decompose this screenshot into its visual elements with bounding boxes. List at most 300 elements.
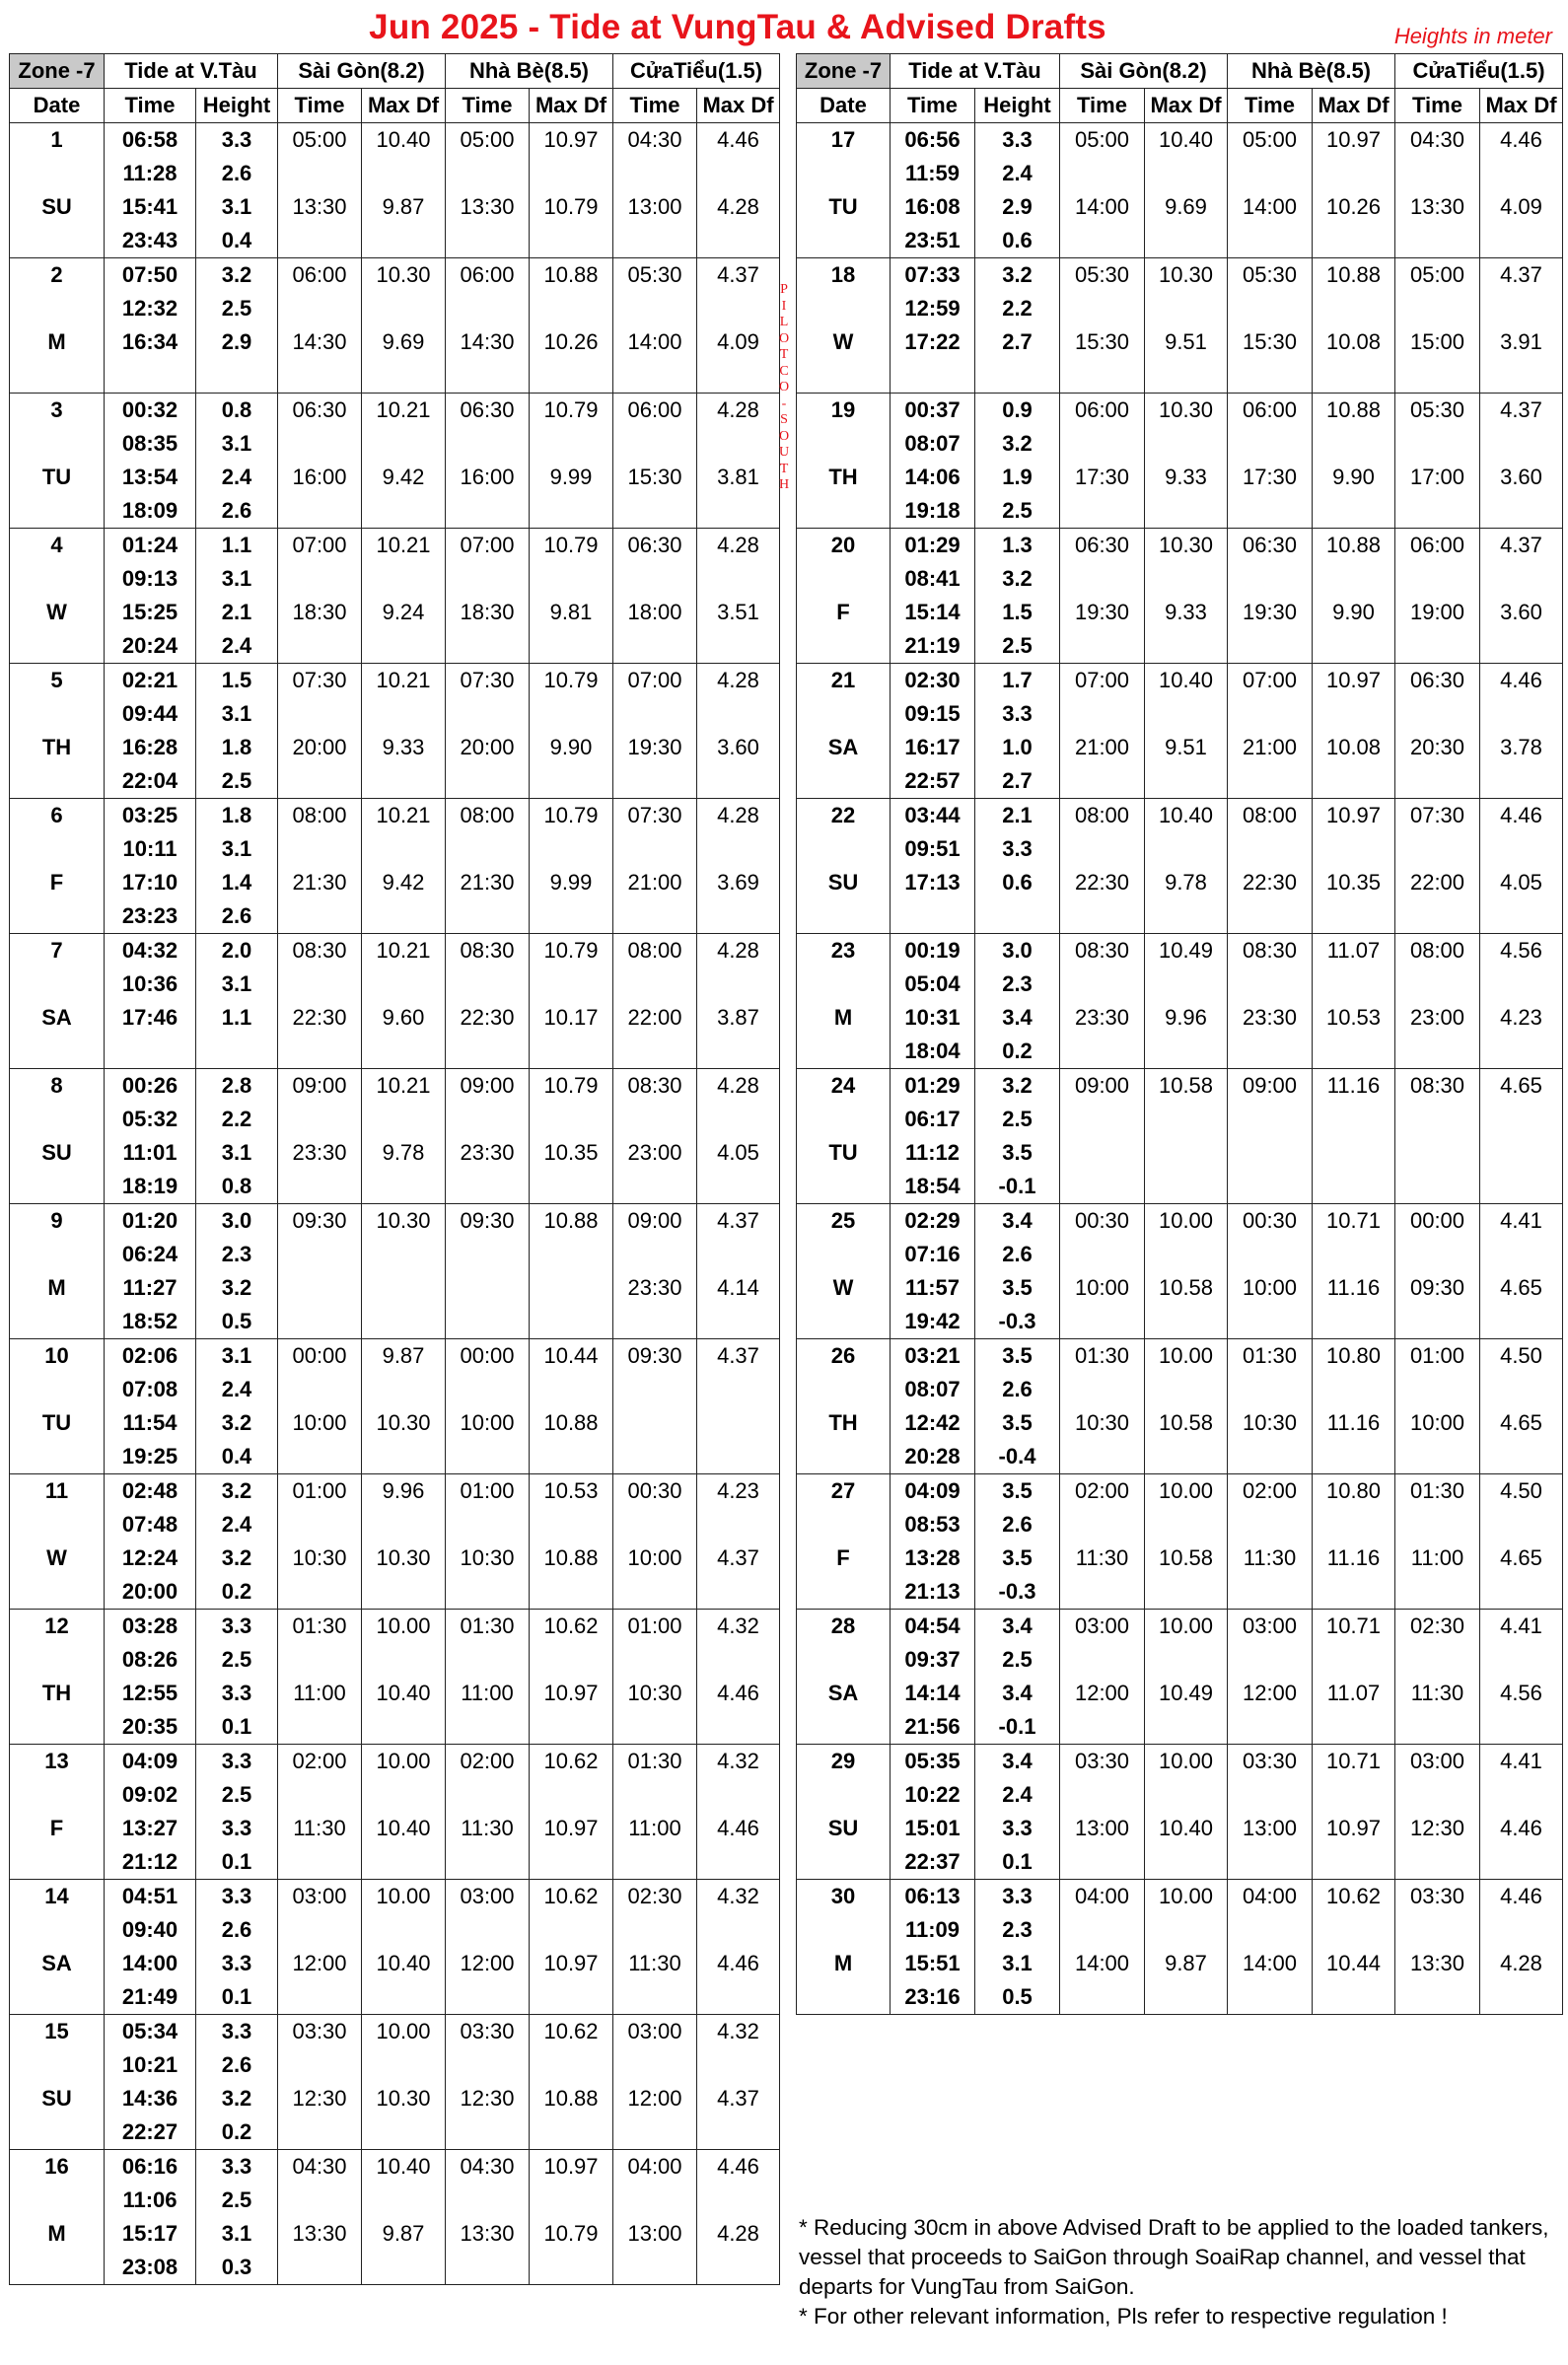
- saigon-time-cell: 11:00: [278, 1677, 362, 1710]
- nhabe-max-draft-cell: [1313, 899, 1395, 934]
- tide-height-cell: 3.3: [975, 1880, 1060, 1914]
- tide-height-cell: 3.2: [196, 1474, 278, 1509]
- saigon-time-cell: [278, 1305, 362, 1339]
- cuatieu-time-cell: [1395, 968, 1480, 1001]
- table-row: [797, 1710, 1563, 1745]
- tide-time-cell: 11:57: [891, 1271, 975, 1305]
- saigon-max-draft-cell: [1145, 1305, 1228, 1339]
- table-row: [797, 1845, 1563, 1880]
- tide-height-cell: 2.5: [975, 629, 1060, 664]
- date-cell: 14: [10, 1880, 105, 1914]
- table-row: [10, 1778, 780, 1812]
- nhabe-max-draft-cell: 10.62: [530, 1610, 613, 1644]
- nhabe-max-draft-cell: [1313, 1440, 1395, 1474]
- saigon-max-draft-cell: [1145, 1136, 1228, 1170]
- cuatieu-time-cell: [613, 1710, 697, 1745]
- tide-time-cell: 09:15: [891, 697, 975, 731]
- vertical-letter: S: [780, 412, 788, 427]
- nhabe-time-cell: [1228, 1440, 1313, 1474]
- saigon-time-cell: [278, 764, 362, 799]
- nhabe-max-draft-cell: [530, 899, 613, 934]
- table-row: [10, 934, 780, 968]
- date-cell: [797, 1238, 891, 1271]
- cuatieu-time-cell: 23:00: [613, 1136, 697, 1170]
- nhabe-max-draft-cell: [530, 629, 613, 664]
- nhabe-max-draft-cell: [1313, 1136, 1395, 1170]
- tide-time-cell: 15:51: [891, 1947, 975, 1980]
- saigon-max-draft-cell: [362, 1103, 446, 1136]
- time-header: Time: [446, 89, 530, 123]
- cuatieu-max-draft-cell: 4.32: [697, 1745, 780, 1779]
- nhabe-time-cell: [446, 1305, 530, 1339]
- tide-height-cell: 3.3: [975, 697, 1060, 731]
- cuatieu-max-draft-cell: [1480, 968, 1563, 1001]
- tide-time-cell: 23:23: [105, 899, 196, 934]
- cuatieu-max-draft-cell: 3.78: [1480, 731, 1563, 764]
- nhabe-max-draft-cell: [530, 427, 613, 461]
- cuatieu-max-draft-cell: 3.81: [697, 461, 780, 494]
- date-cell: [10, 292, 105, 325]
- nhabe-max-draft-cell: 10.97: [530, 2150, 613, 2185]
- tide-time-cell: 05:04: [891, 968, 975, 1001]
- nhabe-max-draft-cell: 10.62: [530, 1745, 613, 1779]
- table-row: [10, 2184, 780, 2217]
- tide-time-cell: 10:22: [891, 1778, 975, 1812]
- saigon-max-draft-cell: [362, 697, 446, 731]
- nhabe-max-draft-cell: [1313, 224, 1395, 258]
- saigon-max-draft-cell: 10.00: [362, 1880, 446, 1914]
- date-cell: [10, 2048, 105, 2082]
- tide-time-cell: 01:29: [891, 529, 975, 563]
- cuatieu-time-cell: 13:00: [613, 190, 697, 224]
- saigon-time-cell: [278, 494, 362, 529]
- table-row: [10, 832, 780, 866]
- tide-height-cell: 2.7: [975, 325, 1060, 359]
- vertical-letter: O: [778, 330, 790, 346]
- nhabe-max-draft-cell: [1313, 1508, 1395, 1541]
- tide-time-cell: 20:35: [105, 1710, 196, 1745]
- cuatieu-time-cell: 07:30: [613, 799, 697, 833]
- date-cell: [797, 832, 891, 866]
- nhabe-time-cell: 01:30: [446, 1610, 530, 1644]
- cuatieu-max-draft-cell: 4.28: [697, 529, 780, 563]
- tide-time-cell: 09:40: [105, 1913, 196, 1947]
- cuatieu-time-cell: [1395, 764, 1480, 799]
- nhabe-time-cell: [446, 1271, 530, 1305]
- tide-height-cell: 1.1: [196, 529, 278, 563]
- tide-height-cell: 2.6: [196, 494, 278, 529]
- time-header: Time: [105, 89, 196, 123]
- max-draft-header: Max Df: [1480, 89, 1563, 123]
- saigon-time-cell: [278, 1373, 362, 1406]
- cuatieu-max-draft-cell: [1480, 1170, 1563, 1204]
- tide-time-cell: 08:07: [891, 427, 975, 461]
- cuatieu-max-draft-cell: 4.32: [697, 1610, 780, 1644]
- saigon-max-draft-cell: 10.00: [362, 1745, 446, 1779]
- cuatieu-time-cell: [613, 1845, 697, 1880]
- tide-time-cell: 18:54: [891, 1170, 975, 1204]
- tide-height-cell: 0.2: [975, 1035, 1060, 1069]
- saigon-max-draft-cell: 9.60: [362, 1001, 446, 1035]
- tide-time-cell: 01:24: [105, 529, 196, 563]
- date-cell: [797, 427, 891, 461]
- tide-height-cell: 3.3: [196, 2015, 278, 2049]
- tide-time-cell: 09:13: [105, 562, 196, 596]
- weekday-cell: W: [10, 1541, 105, 1575]
- nhabe-time-cell: [1228, 832, 1313, 866]
- saigon-max-draft-cell: [1145, 1845, 1228, 1880]
- nhabe-max-draft-cell: 10.97: [530, 123, 613, 158]
- table-row: [797, 1271, 1563, 1305]
- saigon-time-cell: [278, 832, 362, 866]
- weekday-cell: F: [10, 866, 105, 899]
- cuatieu-max-draft-cell: [697, 764, 780, 799]
- saigon-time-cell: 09:00: [1060, 1069, 1145, 1104]
- saigon-max-draft-cell: 10.21: [362, 394, 446, 428]
- nhabe-max-draft-cell: 10.35: [530, 1136, 613, 1170]
- tide-height-cell: 3.2: [975, 562, 1060, 596]
- date-cell: [10, 968, 105, 1001]
- nhabe-time-cell: [1228, 1710, 1313, 1745]
- vertical-letter: T: [779, 347, 789, 362]
- tide-height-cell: 3.2: [975, 258, 1060, 293]
- tide-time-cell: 03:28: [105, 1610, 196, 1644]
- saigon-max-draft-cell: [1145, 359, 1228, 394]
- tide-height-cell: 3.5: [975, 1406, 1060, 1440]
- saigon-time-cell: 22:30: [278, 1001, 362, 1035]
- nhabe-time-cell: [1228, 764, 1313, 799]
- saigon-max-draft-cell: 10.40: [1145, 1812, 1228, 1845]
- saigon-max-draft-cell: [362, 292, 446, 325]
- saigon-max-draft-cell: [362, 562, 446, 596]
- cuatieu-time-cell: [1395, 1778, 1480, 1812]
- nhabe-max-draft-cell: [530, 1238, 613, 1271]
- cuatieu-max-draft-cell: [1480, 629, 1563, 664]
- nhabe-max-draft-cell: [530, 2048, 613, 2082]
- nhabe-time-cell: [446, 899, 530, 934]
- saigon-max-draft-cell: [1145, 832, 1228, 866]
- tide-time-cell: 06:24: [105, 1238, 196, 1271]
- tide-height-cell: 2.6: [196, 1913, 278, 1947]
- nhabe-time-cell: 10:00: [1228, 1271, 1313, 1305]
- table-row: [10, 968, 780, 1001]
- tide-time-cell: 08:53: [891, 1508, 975, 1541]
- table-row: [797, 899, 1563, 934]
- tide-time-cell: 12:32: [105, 292, 196, 325]
- tide-height-cell: 2.9: [975, 190, 1060, 224]
- nhabe-max-draft-cell: 10.26: [530, 325, 613, 359]
- date-header: Date: [797, 89, 891, 123]
- nhabe-max-draft-cell: [530, 1980, 613, 2015]
- cuatieu-max-draft-cell: 3.60: [697, 731, 780, 764]
- nhabe-max-draft-cell: 10.97: [530, 1947, 613, 1980]
- cuatieu-max-draft-cell: 4.56: [1480, 1677, 1563, 1710]
- nhabe-time-cell: [446, 764, 530, 799]
- table-row: [10, 799, 780, 833]
- nhabe-max-draft-cell: [1313, 427, 1395, 461]
- saigon-time-cell: 03:30: [278, 2015, 362, 2049]
- cuatieu-time-cell: 20:30: [1395, 731, 1480, 764]
- table-row: [797, 1406, 1563, 1440]
- cuatieu-time-cell: 06:30: [613, 529, 697, 563]
- nhabe-time-cell: [446, 427, 530, 461]
- weekday-cell: SU: [10, 2082, 105, 2115]
- date-cell: [797, 629, 891, 664]
- table-row: [10, 461, 780, 494]
- saigon-time-cell: [1060, 832, 1145, 866]
- cuatieu-max-draft-cell: [697, 697, 780, 731]
- cuatieu-time-cell: [613, 562, 697, 596]
- saigon-max-draft-cell: 10.00: [362, 2015, 446, 2049]
- tide-time-cell: 16:34: [105, 325, 196, 359]
- tide-time-cell: 01:29: [891, 1069, 975, 1104]
- cuatieu-max-draft-cell: 4.65: [1480, 1069, 1563, 1104]
- cuatieu-max-draft-cell: [1480, 1845, 1563, 1880]
- table-row: [10, 157, 780, 190]
- table-row: [797, 562, 1563, 596]
- saigon-max-draft-cell: 10.30: [362, 2082, 446, 2115]
- nhabe-time-cell: 03:30: [446, 2015, 530, 2049]
- tide-height-cell: 3.1: [975, 1947, 1060, 1980]
- table-row: [10, 1541, 780, 1575]
- tide-height-cell: 3.3: [975, 832, 1060, 866]
- cuatieu-time-cell: [1395, 224, 1480, 258]
- table-row: [10, 529, 780, 563]
- saigon-max-draft-cell: 9.96: [362, 1474, 446, 1509]
- nhabe-max-draft-cell: [530, 1508, 613, 1541]
- max-draft-header: Max Df: [1313, 89, 1395, 123]
- table-row: [797, 1136, 1563, 1170]
- tide-height-cell: 3.1: [196, 832, 278, 866]
- saigon-time-cell: 08:30: [278, 934, 362, 968]
- nhabe-max-draft-cell: 10.80: [1313, 1474, 1395, 1509]
- vertical-letter: H: [778, 477, 790, 492]
- table-row: [10, 258, 780, 293]
- tide-time-cell: 07:08: [105, 1373, 196, 1406]
- date-cell: 26: [797, 1339, 891, 1374]
- saigon-max-draft-cell: [1145, 427, 1228, 461]
- saigon-max-draft-cell: [362, 1271, 446, 1305]
- nhabe-time-cell: 06:30: [446, 394, 530, 428]
- saigon-header: Sài Gòn(8.2): [1060, 54, 1228, 89]
- tide-height-cell: 2.4: [196, 629, 278, 664]
- cuatieu-time-cell: 19:30: [613, 731, 697, 764]
- tide-time-cell: 09:44: [105, 697, 196, 731]
- saigon-time-cell: 07:00: [1060, 664, 1145, 698]
- nhabe-time-cell: 19:30: [1228, 596, 1313, 629]
- cuatieu-time-cell: 10:00: [1395, 1406, 1480, 1440]
- saigon-time-cell: 06:30: [1060, 529, 1145, 563]
- cuatieu-time-cell: [1395, 629, 1480, 664]
- cuatieu-max-draft-cell: 4.37: [697, 1204, 780, 1239]
- saigon-time-cell: [1060, 1508, 1145, 1541]
- date-cell: [797, 1913, 891, 1947]
- saigon-max-draft-cell: [1145, 899, 1228, 934]
- tide-height-cell: 3.4: [975, 1610, 1060, 1644]
- tide-time-cell: 21:49: [105, 1980, 196, 2015]
- date-header: Date: [10, 89, 105, 123]
- saigon-max-draft-cell: [362, 359, 446, 394]
- tide-time-cell: 14:36: [105, 2082, 196, 2115]
- cuatieu-time-cell: 03:30: [1395, 1880, 1480, 1914]
- tide-time-cell: 22:27: [105, 2115, 196, 2150]
- tide-height-cell: 1.0: [975, 731, 1060, 764]
- cuatieu-max-draft-cell: [1480, 1103, 1563, 1136]
- tide-height-cell: 2.6: [196, 157, 278, 190]
- date-cell: 27: [797, 1474, 891, 1509]
- table-row: [10, 1643, 780, 1677]
- cuatieu-time-cell: [613, 764, 697, 799]
- cuatieu-max-draft-cell: [697, 832, 780, 866]
- date-cell: [10, 629, 105, 664]
- date-cell: [797, 1170, 891, 1204]
- saigon-time-cell: [278, 968, 362, 1001]
- table-row: [797, 934, 1563, 968]
- table-row: [10, 562, 780, 596]
- table-row: [797, 1508, 1563, 1541]
- saigon-time-cell: [1060, 1913, 1145, 1947]
- tide-height-cell: -0.1: [975, 1170, 1060, 1204]
- nhabe-max-draft-cell: [1313, 1103, 1395, 1136]
- nhabe-time-cell: [1228, 1913, 1313, 1947]
- date-cell: 22: [797, 799, 891, 833]
- cuatieu-max-draft-cell: [1480, 899, 1563, 934]
- cuatieu-max-draft-cell: [1480, 1440, 1563, 1474]
- nhabe-time-cell: 01:30: [1228, 1339, 1313, 1374]
- table-row: [10, 1305, 780, 1339]
- cuatieu-time-cell: 15:30: [613, 461, 697, 494]
- cuatieu-max-draft-cell: 4.46: [1480, 123, 1563, 158]
- saigon-max-draft-cell: [362, 968, 446, 1001]
- cuatieu-max-draft-cell: 4.32: [697, 2015, 780, 2049]
- cuatieu-time-cell: [1395, 1575, 1480, 1610]
- saigon-max-draft-cell: 10.30: [1145, 394, 1228, 428]
- tide-time-cell: 17:46: [105, 1001, 196, 1035]
- table-row: [797, 764, 1563, 799]
- nhabe-time-cell: [446, 1845, 530, 1880]
- saigon-max-draft-cell: 10.49: [1145, 934, 1228, 968]
- date-cell: 20: [797, 529, 891, 563]
- cuatieu-max-draft-cell: [1480, 224, 1563, 258]
- nhabe-time-cell: [446, 2048, 530, 2082]
- cuatieu-max-draft-cell: [697, 1778, 780, 1812]
- cuatieu-time-cell: [1395, 1035, 1480, 1069]
- tide-time-cell: 10:11: [105, 832, 196, 866]
- height-header: Height: [196, 89, 278, 123]
- cuatieu-max-draft-cell: [1480, 1575, 1563, 1610]
- nhabe-max-draft-cell: 10.79: [530, 529, 613, 563]
- nhabe-max-draft-cell: 10.97: [1313, 1812, 1395, 1845]
- tide-time-cell: [105, 359, 196, 394]
- cuatieu-time-cell: [1395, 832, 1480, 866]
- tide-height-cell: 2.6: [975, 1238, 1060, 1271]
- table-row: [10, 224, 780, 258]
- page-title: Jun 2025 - Tide at VungTau & Advised Drafts: [369, 8, 1106, 46]
- tide-table-left: [9, 53, 780, 2285]
- nhabe-max-draft-cell: 10.88: [530, 258, 613, 293]
- table-row: [797, 1474, 1563, 1509]
- date-cell: [797, 292, 891, 325]
- cuatieu-time-cell: [613, 1643, 697, 1677]
- tide-time-cell: [105, 1035, 196, 1069]
- table-row: [797, 1913, 1563, 1947]
- table-row: [797, 1440, 1563, 1474]
- date-cell: [797, 494, 891, 529]
- tide-time-cell: 17:22: [891, 325, 975, 359]
- tide-height-cell: 2.5: [975, 494, 1060, 529]
- nhabe-max-draft-cell: 10.62: [530, 1880, 613, 1914]
- nhabe-time-cell: [1228, 629, 1313, 664]
- cuatieu-max-draft-cell: [1480, 697, 1563, 731]
- tide-height-cell: [196, 1035, 278, 1069]
- tide-height-cell: 3.3: [196, 1880, 278, 1914]
- saigon-time-cell: 03:00: [278, 1880, 362, 1914]
- cuatieu-time-cell: 08:00: [1395, 934, 1480, 968]
- tide-height-cell: 2.5: [975, 1643, 1060, 1677]
- saigon-max-draft-cell: [1145, 1035, 1228, 1069]
- tide-time-cell: 11:09: [891, 1913, 975, 1947]
- date-cell: 23: [797, 934, 891, 968]
- saigon-max-draft-cell: 9.87: [362, 2217, 446, 2251]
- cuatieu-max-draft-cell: 4.46: [697, 123, 780, 158]
- cuatieu-time-cell: [613, 359, 697, 394]
- cuatieu-time-cell: [613, 2048, 697, 2082]
- weekday-cell: TH: [797, 461, 891, 494]
- date-cell: 12: [10, 1610, 105, 1644]
- saigon-max-draft-cell: 10.49: [1145, 1677, 1228, 1710]
- tide-time-cell: 15:01: [891, 1812, 975, 1845]
- nhabe-time-cell: [446, 629, 530, 664]
- cuatieu-max-draft-cell: 4.46: [697, 2150, 780, 2185]
- cuatieu-max-draft-cell: 4.46: [697, 1677, 780, 1710]
- nhabe-max-draft-cell: [1313, 1845, 1395, 1880]
- saigon-max-draft-cell: [1145, 494, 1228, 529]
- cuatieu-max-draft-cell: [697, 1508, 780, 1541]
- cuatieu-time-cell: 02:30: [1395, 1610, 1480, 1644]
- tide-time-cell: 18:09: [105, 494, 196, 529]
- date-cell: [797, 157, 891, 190]
- saigon-max-draft-cell: [362, 1643, 446, 1677]
- nhabe-max-draft-cell: 9.90: [1313, 461, 1395, 494]
- cuatieu-max-draft-cell: 4.23: [697, 1474, 780, 1509]
- table-row: [797, 123, 1563, 158]
- saigon-max-draft-cell: [362, 2115, 446, 2150]
- saigon-time-cell: 02:00: [1060, 1474, 1145, 1509]
- nhabe-time-cell: [446, 224, 530, 258]
- saigon-time-cell: [1060, 697, 1145, 731]
- table-row: [10, 1103, 780, 1136]
- nhabe-max-draft-cell: 10.62: [1313, 1880, 1395, 1914]
- cuatieu-time-cell: 01:00: [613, 1610, 697, 1644]
- table-row: [10, 1610, 780, 1644]
- date-cell: [10, 1440, 105, 1474]
- nhabe-time-cell: [1228, 1373, 1313, 1406]
- saigon-max-draft-cell: [362, 1710, 446, 1745]
- saigon-max-draft-cell: 10.00: [362, 1610, 446, 1644]
- date-cell: 8: [10, 1069, 105, 1104]
- nhabe-max-draft-cell: 9.81: [530, 596, 613, 629]
- saigon-time-cell: 06:30: [278, 394, 362, 428]
- date-cell: [10, 1913, 105, 1947]
- max-draft-header: Max Df: [530, 89, 613, 123]
- nhabe-max-draft-cell: 10.88: [1313, 258, 1395, 293]
- tide-height-cell: 1.8: [196, 731, 278, 764]
- cuatieu-time-cell: [613, 292, 697, 325]
- time-header: Time: [278, 89, 362, 123]
- cuatieu-max-draft-cell: [697, 224, 780, 258]
- nhabe-max-draft-cell: 10.79: [530, 1069, 613, 1104]
- tide-time-cell: 08:41: [891, 562, 975, 596]
